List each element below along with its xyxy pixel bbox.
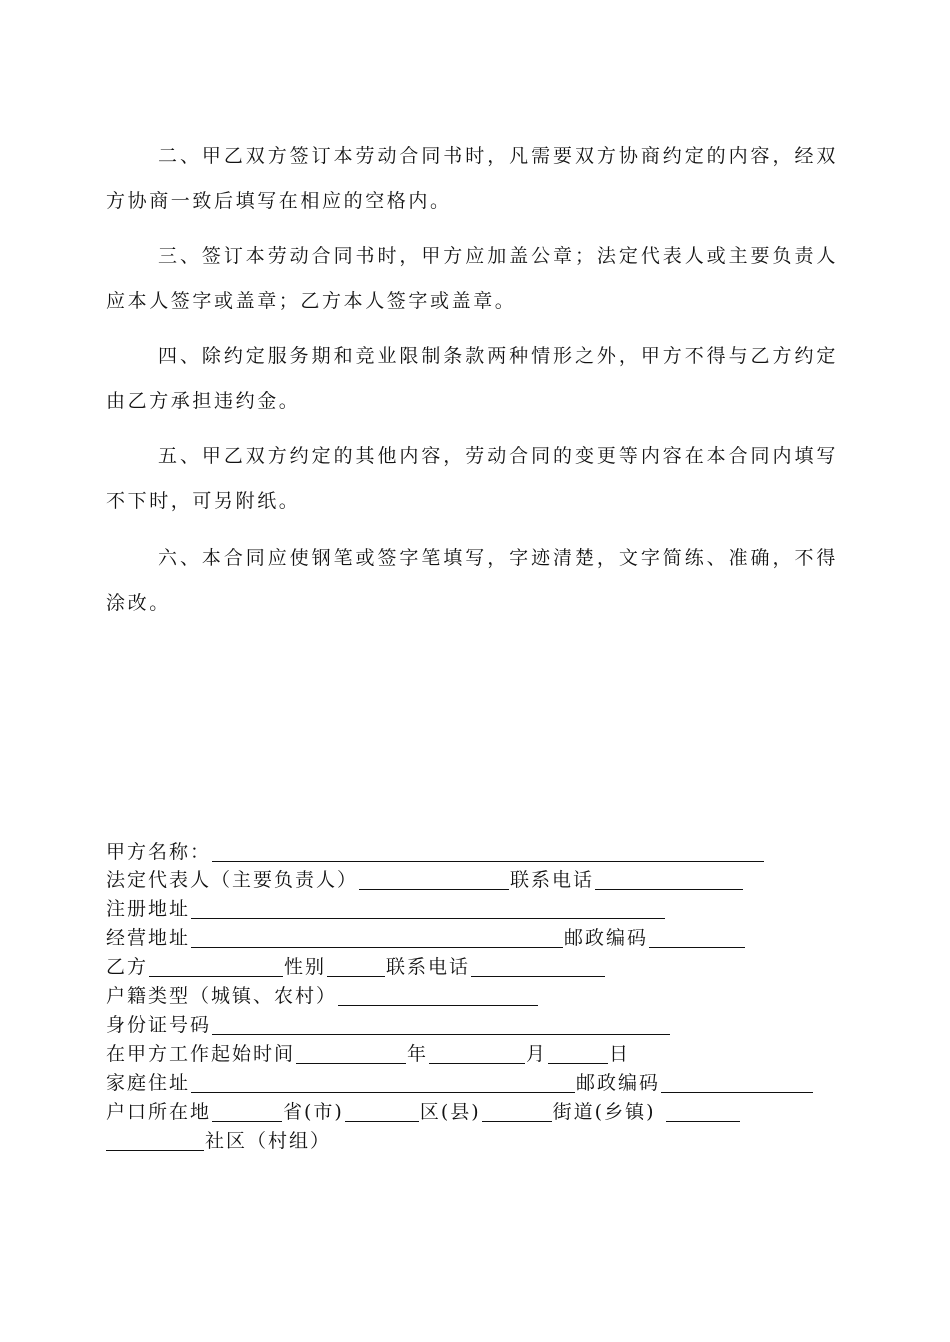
party-a-name-blank[interactable] bbox=[212, 841, 764, 862]
party-a-name-row bbox=[106, 838, 765, 866]
start-year-blank[interactable] bbox=[296, 1043, 406, 1064]
home-postal-label: 邮政编码 bbox=[576, 1072, 661, 1094]
home-address-row bbox=[106, 1069, 814, 1097]
month-label: 月 bbox=[526, 1043, 548, 1065]
party-b-label: 乙方 bbox=[106, 956, 149, 978]
community-blank[interactable] bbox=[106, 1130, 204, 1151]
start-month-blank[interactable] bbox=[429, 1043, 525, 1064]
hukou-label: 户口所在地 bbox=[106, 1101, 212, 1123]
hukou-district-blank[interactable] bbox=[345, 1101, 419, 1122]
instruction-6: 六、本合同应使钢笔或签字笔填写，字迹清楚，文字简练、准确，不得涂改。 bbox=[106, 547, 838, 614]
home-address-blank[interactable] bbox=[191, 1072, 575, 1093]
hukou-community-blank[interactable] bbox=[666, 1101, 740, 1122]
instruction-3: 三、签订本劳动合同书时，甲方应加盖公章；法定代表人或主要负责人应本人签字或盖章；乙方本人签字或盖章。 bbox=[106, 245, 838, 312]
community-label: 社区（村组） bbox=[205, 1130, 332, 1152]
registered-address-blank[interactable] bbox=[191, 898, 665, 919]
id-number-row bbox=[106, 1011, 671, 1039]
business-address-blank[interactable] bbox=[191, 927, 563, 948]
party-b-phone-blank[interactable] bbox=[471, 956, 605, 977]
start-day-blank[interactable] bbox=[548, 1043, 608, 1064]
start-time-row bbox=[106, 1040, 630, 1068]
business-postal-blank[interactable] bbox=[649, 927, 745, 948]
home-address-label: 家庭住址 bbox=[106, 1072, 191, 1094]
legal-rep-row bbox=[106, 866, 744, 894]
registered-address-row bbox=[106, 895, 666, 923]
business-address-label: 经营地址 bbox=[106, 927, 191, 949]
business-postal-label: 邮政编码 bbox=[564, 927, 649, 949]
instruction-2: 二、甲乙双方签订本劳动合同书时，凡需要双方协商约定的内容，经双方协商一致后填写在相应的空格内。 bbox=[106, 145, 838, 212]
hukou-province-blank[interactable] bbox=[212, 1101, 282, 1122]
year-label: 年 bbox=[407, 1043, 429, 1065]
legal-rep-blank[interactable] bbox=[359, 869, 509, 890]
gender-label: 性别 bbox=[284, 956, 327, 978]
party-b-phone-label: 联系电话 bbox=[386, 956, 471, 978]
party-b-blank[interactable] bbox=[149, 956, 283, 977]
day-label: 日 bbox=[609, 1043, 631, 1065]
instruction-5: 五、甲乙双方约定的其他内容，劳动合同的变更等内容在本合同内填写不下时，可另附纸。 bbox=[106, 445, 838, 512]
street-label: 街道(乡镇) bbox=[552, 1101, 656, 1123]
legal-rep-phone-label: 联系电话 bbox=[510, 869, 595, 891]
home-postal-blank[interactable] bbox=[661, 1072, 813, 1093]
party-a-name-label: 甲方名称： bbox=[106, 841, 212, 863]
district-label: 区(县) bbox=[419, 1101, 481, 1123]
id-number-blank[interactable] bbox=[212, 1014, 670, 1035]
community-row bbox=[106, 1127, 331, 1155]
household-type-label: 户籍类型（城镇、农村） bbox=[106, 985, 338, 1007]
legal-rep-phone-blank[interactable] bbox=[595, 869, 743, 890]
gender-blank[interactable] bbox=[327, 956, 385, 977]
start-time-label: 在甲方工作起始时间 bbox=[106, 1043, 296, 1065]
hukou-row bbox=[106, 1098, 741, 1126]
business-address-row bbox=[106, 924, 746, 952]
household-type-row bbox=[106, 982, 539, 1010]
legal-rep-label: 法定代表人（主要负责人） bbox=[106, 869, 359, 891]
household-type-blank[interactable] bbox=[338, 985, 538, 1006]
registered-address-label: 注册地址 bbox=[106, 898, 191, 920]
instruction-4: 四、除约定服务期和竞业限制条款两种情形之外，甲方不得与乙方约定由乙方承担违约金。 bbox=[106, 345, 838, 412]
province-label: 省(市) bbox=[283, 1101, 344, 1123]
id-number-label: 身份证号码 bbox=[106, 1014, 212, 1036]
hukou-street-blank[interactable] bbox=[482, 1101, 552, 1122]
party-b-row bbox=[106, 953, 606, 981]
